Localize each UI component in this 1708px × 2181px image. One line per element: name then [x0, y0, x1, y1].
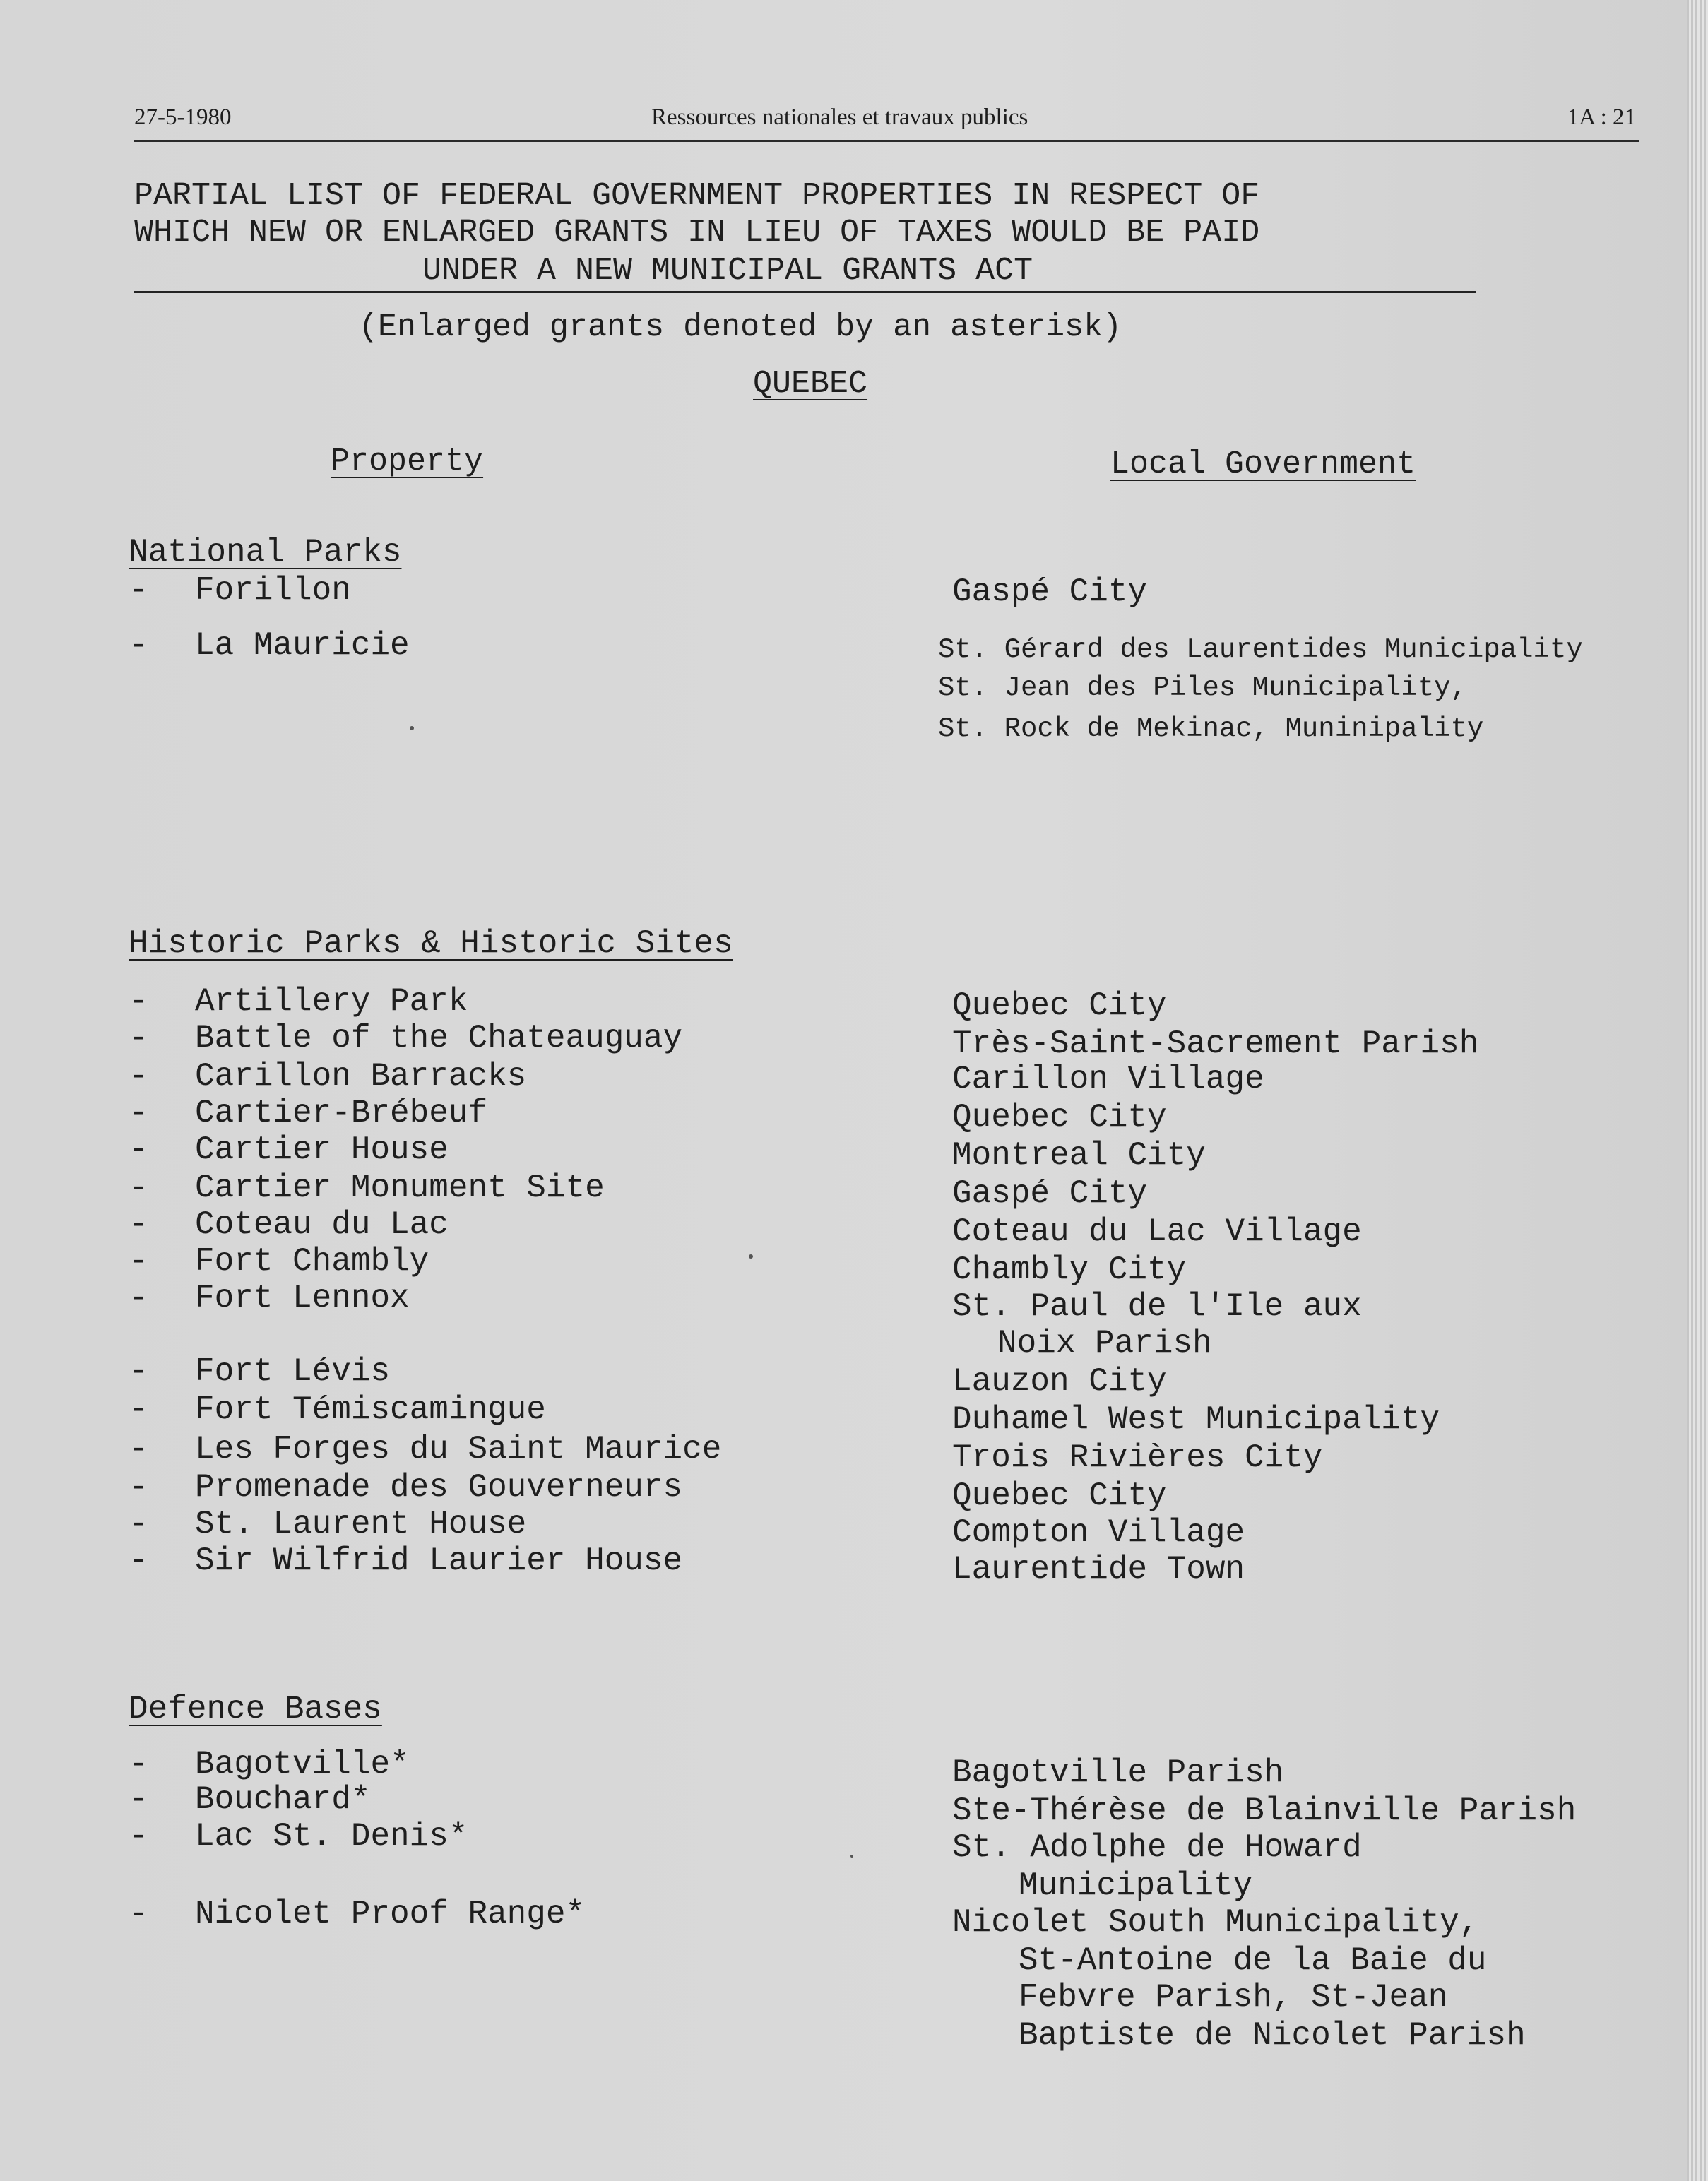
property-item: Fort Lennox	[195, 1280, 410, 1317]
property-item: Cartier House	[195, 1131, 449, 1168]
list-dash: -	[129, 1206, 148, 1243]
property-item: Fort Témiscamingue	[195, 1391, 546, 1428]
property-item: La Mauricie	[195, 627, 410, 664]
list-dash: -	[129, 983, 148, 1020]
column-header-property: Property	[331, 444, 484, 480]
column-header-local-government: Local Government	[1110, 446, 1416, 482]
list-dash: -	[129, 627, 148, 664]
list-dash: -	[129, 1243, 148, 1280]
local-government-item: Laurentide Town	[952, 1551, 1245, 1588]
property-item: Cartier Monument Site	[195, 1170, 605, 1206]
title-rule	[134, 291, 1476, 293]
list-dash: -	[129, 1353, 148, 1390]
property-item: St. Laurent House	[195, 1506, 527, 1543]
local-government-item: Noix Parish	[997, 1325, 1212, 1362]
list-dash: -	[129, 1896, 148, 1932]
property-item: Cartier-Brébeuf	[195, 1095, 488, 1131]
scan-speck	[410, 726, 414, 730]
document-subtitle: (Enlarged grants denoted by an asterisk)	[359, 309, 1122, 345]
local-government-item: Coteau du Lac Village	[952, 1213, 1362, 1250]
list-dash: -	[129, 1818, 148, 1855]
scan-speck	[850, 1855, 853, 1858]
local-government-item: Bagotville Parish	[952, 1754, 1284, 1791]
section-heading-historic-parks: Historic Parks & Historic Sites	[129, 925, 733, 962]
list-dash: -	[129, 1020, 148, 1057]
local-government-item: Ste-Thérèse de Blainville Parish	[952, 1793, 1577, 1829]
property-item: Battle of the Chateauguay	[195, 1020, 683, 1057]
local-government-item: St. Paul de l'Ile aux	[952, 1288, 1362, 1325]
local-government-item: St. Adolphe de Howard	[952, 1829, 1362, 1866]
list-dash: -	[129, 572, 148, 609]
document-title-line-1: PARTIAL LIST OF FEDERAL GOVERNMENT PROPERTIES IN RESPECT OF	[134, 178, 1260, 214]
local-government-item: Quebec City	[952, 1478, 1167, 1514]
local-government-item: Quebec City	[952, 987, 1167, 1024]
list-dash: -	[129, 1391, 148, 1428]
list-dash: -	[129, 1170, 148, 1206]
local-government-item: Chambly City	[952, 1252, 1187, 1288]
province-heading: QUEBEC	[753, 366, 868, 402]
running-head-title: Ressources nationales et travaux publics	[651, 105, 1028, 130]
local-government-item: Nicolet South Municipality,	[952, 1904, 1479, 1941]
local-government-item: Lauzon City	[952, 1363, 1167, 1400]
list-dash: -	[129, 1506, 148, 1543]
local-government-item: Gaspé City	[952, 574, 1148, 610]
local-government-item: Carillon Village	[952, 1061, 1264, 1098]
running-head-date: 27-5-1980	[134, 105, 232, 130]
local-government-item: Montreal City	[952, 1137, 1206, 1174]
list-dash: -	[129, 1058, 148, 1095]
local-government-item: Très-Saint-Sacrement Parish	[952, 1026, 1479, 1062]
property-item: Bouchard*	[195, 1781, 371, 1818]
property-item: Forillon	[195, 572, 351, 609]
property-item: Carillon Barracks	[195, 1058, 527, 1095]
property-item: Lac St. Denis*	[195, 1818, 468, 1855]
list-dash: -	[129, 1280, 148, 1317]
property-item: Coteau du Lac	[195, 1206, 449, 1243]
list-dash: -	[129, 1781, 148, 1818]
local-government-item: Duhamel West Municipality	[952, 1401, 1440, 1438]
property-item: Les Forges du Saint Maurice	[195, 1431, 722, 1468]
list-dash: -	[129, 1469, 148, 1506]
local-government-item: St. Rock de Mekinac, Muninipality	[938, 713, 1484, 744]
local-government-item: Municipality	[1019, 1867, 1253, 1904]
list-dash: -	[129, 1431, 148, 1468]
section-heading-national-parks: National Parks	[129, 534, 402, 571]
property-item: Promenade des Gouverneurs	[195, 1469, 683, 1506]
list-dash: -	[129, 1095, 148, 1131]
section-heading-defence-bases: Defence Bases	[129, 1691, 382, 1728]
list-dash: -	[129, 1131, 148, 1168]
local-government-item: Trois Rivières City	[952, 1439, 1323, 1476]
running-head-page-number: 1A : 21	[1567, 105, 1636, 130]
local-government-item: Febvre Parish, St-Jean	[1019, 1979, 1448, 2016]
document-title-line-3: UNDER A NEW MUNICIPAL GRANTS ACT	[422, 253, 1033, 289]
property-item: Nicolet Proof Range*	[195, 1896, 586, 1932]
local-government-item: Quebec City	[952, 1099, 1167, 1136]
property-item: Bagotville*	[195, 1746, 410, 1783]
local-government-item: Baptiste de Nicolet Parish	[1019, 2017, 1526, 2054]
list-dash: -	[129, 1746, 148, 1783]
property-item: Fort Lévis	[195, 1353, 391, 1390]
local-government-item: St. Jean des Piles Municipality,	[938, 672, 1467, 703]
property-item: Sir Wilfrid Laurier House	[195, 1543, 683, 1579]
local-government-item: Gaspé City	[952, 1175, 1148, 1212]
local-government-item: St-Antoine de la Baie du	[1019, 1942, 1487, 1979]
property-item: Artillery Park	[195, 983, 468, 1020]
scan-speck	[749, 1254, 753, 1259]
local-government-item: Compton Village	[952, 1514, 1245, 1551]
local-government-item: St. Gérard des Laurentides Municipality	[938, 634, 1583, 665]
running-head	[134, 105, 1639, 142]
property-item: Fort Chambly	[195, 1243, 429, 1280]
document-title-line-2: WHICH NEW OR ENLARGED GRANTS IN LIEU OF TAXES WOULD BE PAID	[134, 215, 1260, 251]
list-dash: -	[129, 1543, 148, 1579]
page-edge	[1687, 0, 1708, 2181]
